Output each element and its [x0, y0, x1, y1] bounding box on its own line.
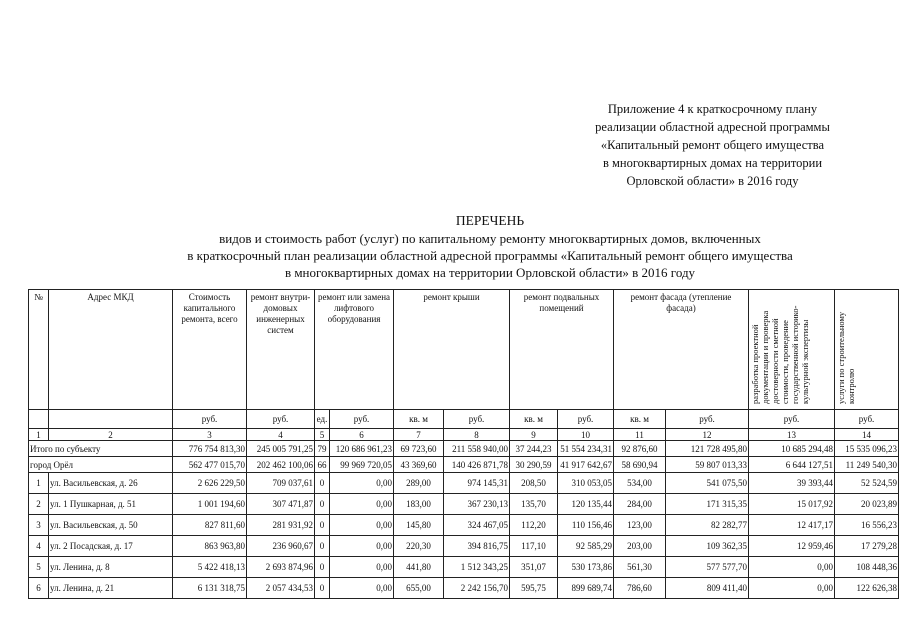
row-cell: 12 959,46	[749, 536, 835, 557]
row-cell: 863 963,80	[173, 536, 247, 557]
column-number: 12	[666, 429, 749, 441]
row-number: 3	[29, 515, 49, 536]
header-facade: ремонт фасада (утепление фасада)	[614, 290, 749, 410]
row-address: ул. 1 Пушкарная, д. 51	[49, 494, 173, 515]
row-cell: 441,80	[394, 557, 444, 578]
row-cell: 108 448,36	[835, 557, 899, 578]
unit-cell: руб.	[173, 410, 247, 429]
column-number: 8	[444, 429, 510, 441]
unit-cell: руб.	[444, 410, 510, 429]
row-cell: 92 585,29	[558, 536, 614, 557]
summary-cell: 6 644 127,51	[749, 457, 835, 473]
summary-cell: 140 426 871,78	[444, 457, 510, 473]
column-number: 7	[394, 429, 444, 441]
summary-row	[29, 457, 899, 473]
appendix-line: в многоквартирных домах на территории	[602, 156, 823, 170]
row-cell: 122 626,38	[835, 578, 899, 599]
document-subtitle	[60, 230, 905, 281]
row-cell: 1 512 343,25	[444, 557, 510, 578]
row-cell: 786,60	[614, 578, 666, 599]
summary-cell: 43 369,60	[394, 457, 444, 473]
row-cell: 530 173,86	[558, 557, 614, 578]
unit-cell: руб.	[330, 410, 394, 429]
row-address: ул. Васильевская, д. 26	[49, 473, 173, 494]
row-cell: 310 053,05	[558, 473, 614, 494]
appendix-note	[560, 100, 865, 190]
row-cell: 12 417,17	[749, 515, 835, 536]
column-number: 6	[330, 429, 394, 441]
row-cell: 595,75	[510, 578, 558, 599]
column-number: 5	[315, 429, 330, 441]
summary-cell: 202 462 100,06	[247, 457, 315, 473]
row-cell: 561,30	[614, 557, 666, 578]
summary-cell: 66	[315, 457, 330, 473]
summary-cell: 245 005 791,25	[247, 441, 315, 457]
row-cell: 109 362,35	[666, 536, 749, 557]
row-cell: 0,00	[330, 536, 394, 557]
appendix-line: реализации областной адресной программы	[595, 120, 830, 134]
row-cell: 324 467,05	[444, 515, 510, 536]
unit-cell: кв. м	[510, 410, 558, 429]
row-cell: 110 156,46	[558, 515, 614, 536]
row-cell: 0,00	[330, 494, 394, 515]
row-cell: 52 524,59	[835, 473, 899, 494]
row-cell: 284,00	[614, 494, 666, 515]
row-address: ул. Ленина, д. 21	[49, 578, 173, 599]
row-cell: 281 931,92	[247, 515, 315, 536]
summary-cell: 41 917 642,67	[558, 457, 614, 473]
row-cell: 236 960,67	[247, 536, 315, 557]
summary-cell: 58 690,94	[614, 457, 666, 473]
row-cell: 135,70	[510, 494, 558, 515]
works-table	[28, 289, 899, 599]
header-lift: ремонт или замена лифтового оборудования	[315, 290, 394, 410]
table-row	[29, 557, 899, 578]
summary-cell: 69 723,60	[394, 441, 444, 457]
summary-cell: 11 249 540,30	[835, 457, 899, 473]
row-cell: 709 037,61	[247, 473, 315, 494]
unit-cell: руб.	[666, 410, 749, 429]
summary-rows	[29, 441, 899, 473]
appendix-line: Орловской области» в 2016 году	[626, 174, 799, 188]
summary-label: Итого по субъекту	[29, 441, 173, 457]
unit-cell: руб.	[749, 410, 835, 429]
summary-cell: 99 969 720,05	[330, 457, 394, 473]
header-control-cell	[835, 290, 899, 410]
summary-cell: 776 754 813,30	[173, 441, 247, 457]
data-rows	[29, 473, 899, 599]
row-cell: 16 556,23	[835, 515, 899, 536]
summary-cell: 562 477 015,70	[173, 457, 247, 473]
row-address: ул. Ленина, д. 8	[49, 557, 173, 578]
row-cell: 2 242 156,70	[444, 578, 510, 599]
row-cell: 577 577,70	[666, 557, 749, 578]
summary-row	[29, 441, 899, 457]
row-number: 4	[29, 536, 49, 557]
row-number: 1	[29, 473, 49, 494]
row-cell: 0	[315, 494, 330, 515]
summary-cell: 59 807 013,33	[666, 457, 749, 473]
row-cell: 123,00	[614, 515, 666, 536]
row-cell: 117,10	[510, 536, 558, 557]
summary-cell: 15 535 096,23	[835, 441, 899, 457]
row-cell: 655,00	[394, 578, 444, 599]
row-cell: 0,00	[330, 515, 394, 536]
header-control: услуги по строительному контролю	[836, 311, 856, 404]
row-cell: 120 135,44	[558, 494, 614, 515]
row-cell: 208,50	[510, 473, 558, 494]
row-cell: 145,80	[394, 515, 444, 536]
table-row	[29, 578, 899, 599]
row-cell: 0,00	[749, 557, 835, 578]
unit-empty	[49, 410, 173, 429]
row-address: ул. Васильевская, д. 50	[49, 515, 173, 536]
header-design: разработка проектной документации и проверка достоверности сметной стоимости, проведение государственной историко-культурной экспертизы	[750, 305, 810, 404]
column-number-row	[29, 429, 899, 441]
unit-cell: кв. м	[394, 410, 444, 429]
row-cell: 394 816,75	[444, 536, 510, 557]
row-cell: 17 279,28	[835, 536, 899, 557]
appendix-line: «Капитальный ремонт общего имущества	[600, 138, 825, 152]
column-number: 11	[614, 429, 666, 441]
unit-cell: руб.	[247, 410, 315, 429]
row-cell: 0,00	[330, 473, 394, 494]
summary-cell: 10 685 294,48	[749, 441, 835, 457]
column-number: 2	[49, 429, 173, 441]
table-row	[29, 536, 899, 557]
row-cell: 220,30	[394, 536, 444, 557]
subtitle-line: видов и стоимость работ (услуг) по капитальному ремонту многоквартирных домов, включенных	[219, 231, 761, 246]
row-cell: 5 422 418,13	[173, 557, 247, 578]
header-design-cell	[749, 290, 835, 410]
row-number: 5	[29, 557, 49, 578]
row-cell: 0	[315, 557, 330, 578]
row-cell: 974 145,31	[444, 473, 510, 494]
row-cell: 0,00	[330, 557, 394, 578]
table-row	[29, 473, 899, 494]
table-row	[29, 494, 899, 515]
summary-label: город Орёл	[29, 457, 173, 473]
header-basement: ремонт подвальных помещений	[510, 290, 614, 410]
row-cell: 0	[315, 515, 330, 536]
row-cell: 0	[315, 536, 330, 557]
column-number: 1	[29, 429, 49, 441]
row-address: ул. 2 Посадская, д. 17	[49, 536, 173, 557]
row-number: 6	[29, 578, 49, 599]
unit-cell: руб.	[835, 410, 899, 429]
header-total: Стоимость капитального ремонта, всего	[173, 290, 247, 410]
row-cell: 289,00	[394, 473, 444, 494]
summary-cell: 211 558 940,00	[444, 441, 510, 457]
row-cell: 541 075,50	[666, 473, 749, 494]
summary-cell: 120 686 961,23	[330, 441, 394, 457]
row-cell: 171 315,35	[666, 494, 749, 515]
row-number: 2	[29, 494, 49, 515]
row-cell: 39 393,44	[749, 473, 835, 494]
row-cell: 15 017,92	[749, 494, 835, 515]
column-number: 4	[247, 429, 315, 441]
subtitle-line: в многоквартирных домах на территории Орловской области» в 2016 году	[284, 265, 696, 280]
row-cell: 2 057 434,53	[247, 578, 315, 599]
header-row	[29, 290, 899, 410]
row-cell: 809 411,40	[666, 578, 749, 599]
header-no: №	[29, 290, 49, 410]
row-cell: 2 626 229,50	[173, 473, 247, 494]
row-cell: 112,20	[510, 515, 558, 536]
row-cell: 351,07	[510, 557, 558, 578]
row-cell: 0	[315, 578, 330, 599]
column-number: 14	[835, 429, 899, 441]
summary-cell: 37 244,23	[510, 441, 558, 457]
column-number: 3	[173, 429, 247, 441]
summary-cell: 30 290,59	[510, 457, 558, 473]
appendix-line: Приложение 4 к краткосрочному плану	[607, 102, 818, 116]
column-number: 9	[510, 429, 558, 441]
table-row	[29, 515, 899, 536]
unit-cell: ед.	[315, 410, 330, 429]
units-row	[29, 410, 899, 429]
unit-cell: кв. м	[614, 410, 666, 429]
summary-cell: 92 876,60	[614, 441, 666, 457]
header-address: Адрес МКД	[49, 290, 173, 410]
row-cell: 82 282,77	[666, 515, 749, 536]
document-title: ПЕРЕЧЕНЬ	[455, 213, 525, 228]
row-cell: 20 023,89	[835, 494, 899, 515]
row-cell: 6 131 318,75	[173, 578, 247, 599]
row-cell: 183,00	[394, 494, 444, 515]
unit-cell: руб.	[558, 410, 614, 429]
row-cell: 203,00	[614, 536, 666, 557]
summary-cell: 121 728 495,80	[666, 441, 749, 457]
header-engineering: ремонт внутри-домовых инженерных систем	[247, 290, 315, 410]
subtitle-line: в краткосрочный план реализации областной адресной программы «Капитальный ремонт общего имущества	[187, 248, 793, 263]
row-cell: 0,00	[749, 578, 835, 599]
column-number: 13	[749, 429, 835, 441]
column-number: 10	[558, 429, 614, 441]
row-cell: 367 230,13	[444, 494, 510, 515]
summary-cell: 51 554 234,31	[558, 441, 614, 457]
header-roof: ремонт крыши	[394, 290, 510, 410]
unit-empty	[29, 410, 49, 429]
row-cell: 827 811,60	[173, 515, 247, 536]
summary-cell: 79	[315, 441, 330, 457]
row-cell: 0	[315, 473, 330, 494]
row-cell: 534,00	[614, 473, 666, 494]
row-cell: 2 693 874,96	[247, 557, 315, 578]
row-cell: 307 471,87	[247, 494, 315, 515]
row-cell: 899 689,74	[558, 578, 614, 599]
row-cell: 0,00	[330, 578, 394, 599]
row-cell: 1 001 194,60	[173, 494, 247, 515]
